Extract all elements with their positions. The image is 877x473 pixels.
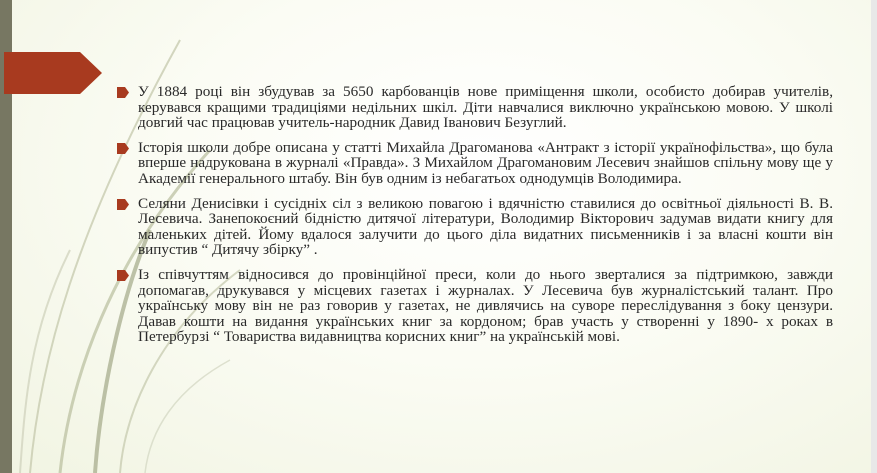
arrow-bullet-icon <box>117 270 129 281</box>
title-arrow-banner <box>4 52 102 94</box>
bullet-text: Історія школи добре описана у статті Михайла Драгоманова «Антракт з історії українофільства», що була вперше надрукована в журналі «Правда». З Михайлом Драгомановим Лесевич знайшов спільну мову ще у Академії генерального штабу. Він був одним із небагатьох однодумців Володимира. <box>138 138 833 187</box>
bullet-list <box>117 84 833 354</box>
bullet-text: Із співчуттям відносився до провінційної преси, коли до нього зверталися за підтримкою, завжди допомагав, друкувався у місцевих газетах і журналах. У Лесевича був журналістський талант. Про українську мову він не раз говорив у газетах, не дивлячись на суворе переслідування з боку цензури. Давав кошти на видання українських книг за кордоном; брав участь у створенні у 1890- х роках в Петербурзі “ Товариства видавництва корисних книг” на українській мові. <box>138 265 833 346</box>
list-item <box>117 196 833 258</box>
arrow-bullet-icon <box>117 87 129 98</box>
bullet-text: Селяни Денисівки і сусідніх сіл з великою повагою і вдячністю ставилися до освітньої діяльності В. В. Лесевича. Занепокоєний бідністю дитячої літератури, Володимир Вікторович задумав видати книгу для маленьких дітей. Йому вдалося залучити до цього діла видатних письменників і за власні кошти він випустив “ Дитячу збірку” . <box>138 194 833 259</box>
list-item <box>117 267 833 345</box>
arrow-bullet-icon <box>117 143 129 154</box>
bullet-text: У 1884 році він збудував за 5650 карбованців нове приміщення школи, особисто добирав учителів, керувався кращими традиціями недільних шкіл. Діти навчалися виключно українською мовою. У школі довгий час працював учитель-народник Давид Іванович Безуглий. <box>138 83 833 132</box>
list-item <box>117 140 833 187</box>
arrow-bullet-icon <box>117 199 129 210</box>
list-item <box>117 84 833 131</box>
scrollbar[interactable] <box>871 0 877 473</box>
